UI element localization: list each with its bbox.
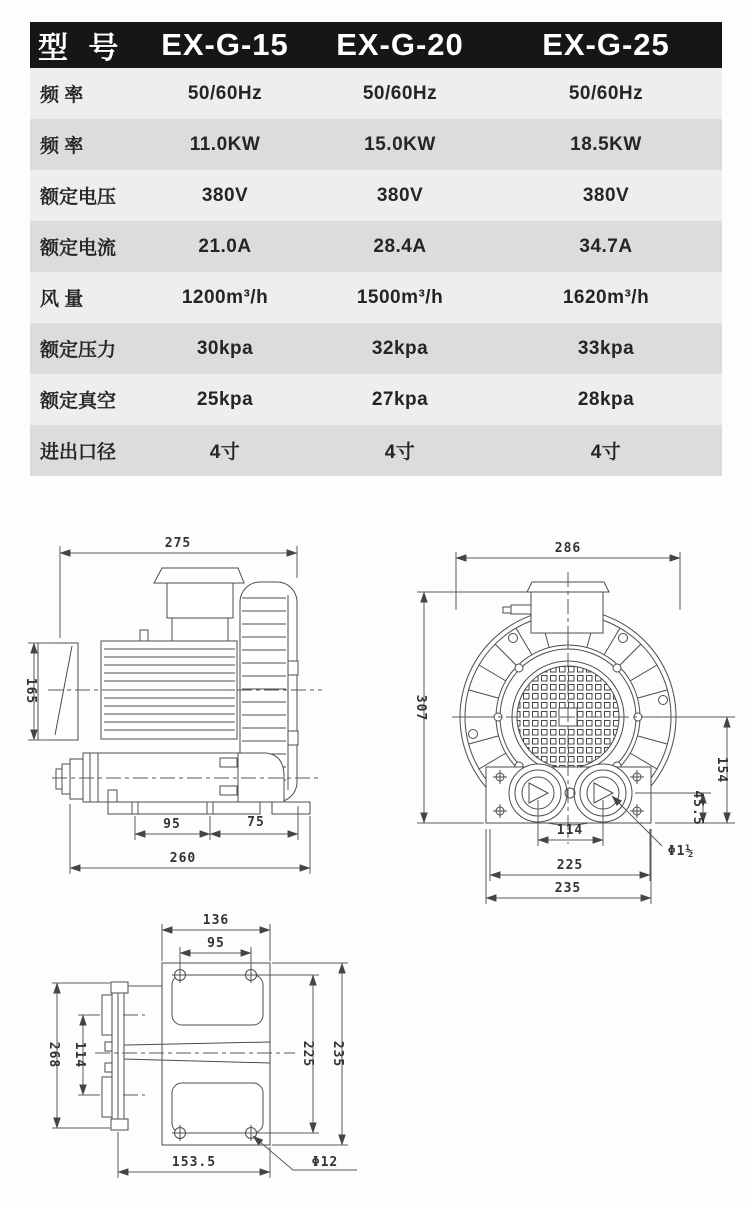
model-name-3: EX-G-25 (542, 27, 670, 62)
dim-side-foot-to-edge: 75 (247, 815, 265, 830)
dim-bottom-flange-span: 114 (72, 1041, 87, 1069)
dim-front-port-size: Φ1½ (667, 844, 695, 859)
dim-front-bolt-spacing: 225 (556, 858, 584, 873)
cell-value: 1200m³/h (181, 286, 269, 308)
cell-value: 1500m³/h (356, 286, 444, 308)
cell-value: 50/60Hz (568, 82, 644, 104)
cell-value: 18.5KW (570, 133, 642, 155)
table-row-power (30, 119, 722, 170)
terminal-box-front (503, 582, 609, 633)
cell-value: 28kpa (577, 388, 635, 410)
dim-front-port-to-base: 45.5 (690, 790, 705, 826)
dim-front-overall-width: 286 (554, 541, 582, 556)
table-row-vacuum (30, 374, 722, 425)
table-row-frequency (30, 68, 722, 119)
model-header-label: 型 号 (38, 32, 125, 65)
table-row-port-size (30, 425, 722, 476)
row-label: 额定压力 (40, 340, 117, 361)
cell-value: 11.0KW (189, 133, 261, 155)
cell-value: 15.0KW (364, 133, 436, 155)
cell-value: 4寸 (590, 442, 622, 463)
bottom-view-drawing (40, 895, 400, 1206)
table-row-voltage (30, 170, 722, 221)
cell-value: 4寸 (209, 442, 241, 463)
row-label: 额定真空 (40, 391, 117, 412)
dim-front-port-spacing: 114 (556, 823, 584, 838)
motor-side (38, 630, 237, 740)
spec-table (30, 22, 722, 476)
table-row-pressure (30, 323, 722, 374)
dim-side-base-width: 260 (169, 851, 197, 866)
cell-value: 380V (376, 184, 424, 206)
front-view-drawing (405, 530, 750, 920)
cell-value: 4寸 (384, 442, 416, 463)
dim-bottom-base-length: 153.5 (171, 1155, 217, 1170)
dim-bottom-overall-length: 268 (46, 1041, 61, 1069)
row-label: 频 率 (40, 85, 84, 106)
cell-value: 33kpa (577, 337, 635, 359)
spec-table-header (30, 22, 722, 68)
dim-side-foot-spacing: 95 (163, 817, 181, 832)
dim-side-motor-height: 165 (23, 677, 38, 705)
row-label: 额定电流 (40, 238, 117, 259)
dim-front-base-width: 235 (554, 881, 582, 896)
block-center-marks (123, 1015, 145, 1095)
cell-value: 380V (582, 184, 630, 206)
silencer-base-side (56, 753, 310, 814)
model-name-2: EX-G-20 (336, 27, 464, 62)
dim-side-overall-width: 275 (164, 536, 192, 551)
dim-bottom-hole-span: 225 (300, 1040, 315, 1068)
row-label: 额定电压 (40, 187, 117, 208)
cell-value: 28.4A (373, 235, 427, 257)
dim-front-overall-height: 307 (413, 694, 428, 722)
cell-value: 50/60Hz (187, 82, 263, 104)
terminal-box-side (154, 568, 244, 641)
shaft-flange-bottom (102, 982, 162, 1130)
cell-value: 380V (201, 184, 249, 206)
model-name-1: EX-G-15 (161, 27, 289, 62)
row-label: 风 量 (40, 289, 84, 310)
table-row-current (30, 221, 722, 272)
cell-value: 25kpa (196, 388, 254, 410)
cell-value: 1620m³/h (562, 286, 650, 308)
dim-bottom-hole-size: Φ12 (311, 1155, 339, 1170)
dim-bottom-plate-length: 235 (330, 1040, 345, 1068)
dim-bottom-hole-spacing: 95 (207, 936, 225, 951)
cell-value: 32kpa (371, 337, 429, 359)
dim-front-center-to-base: 154 (714, 756, 729, 784)
row-label: 进出口径 (40, 442, 117, 463)
cell-value: 50/60Hz (362, 82, 438, 104)
row-label: 频 率 (40, 136, 84, 157)
base-plate-bottom (124, 963, 270, 1145)
cell-value: 27kpa (371, 388, 429, 410)
cell-value: 30kpa (196, 337, 254, 359)
cell-value: 21.0A (198, 235, 252, 257)
side-view-drawing (20, 520, 355, 885)
dim-bottom-plate-width: 136 (202, 913, 230, 928)
cell-value: 34.7A (579, 235, 633, 257)
table-row-airflow (30, 272, 722, 323)
